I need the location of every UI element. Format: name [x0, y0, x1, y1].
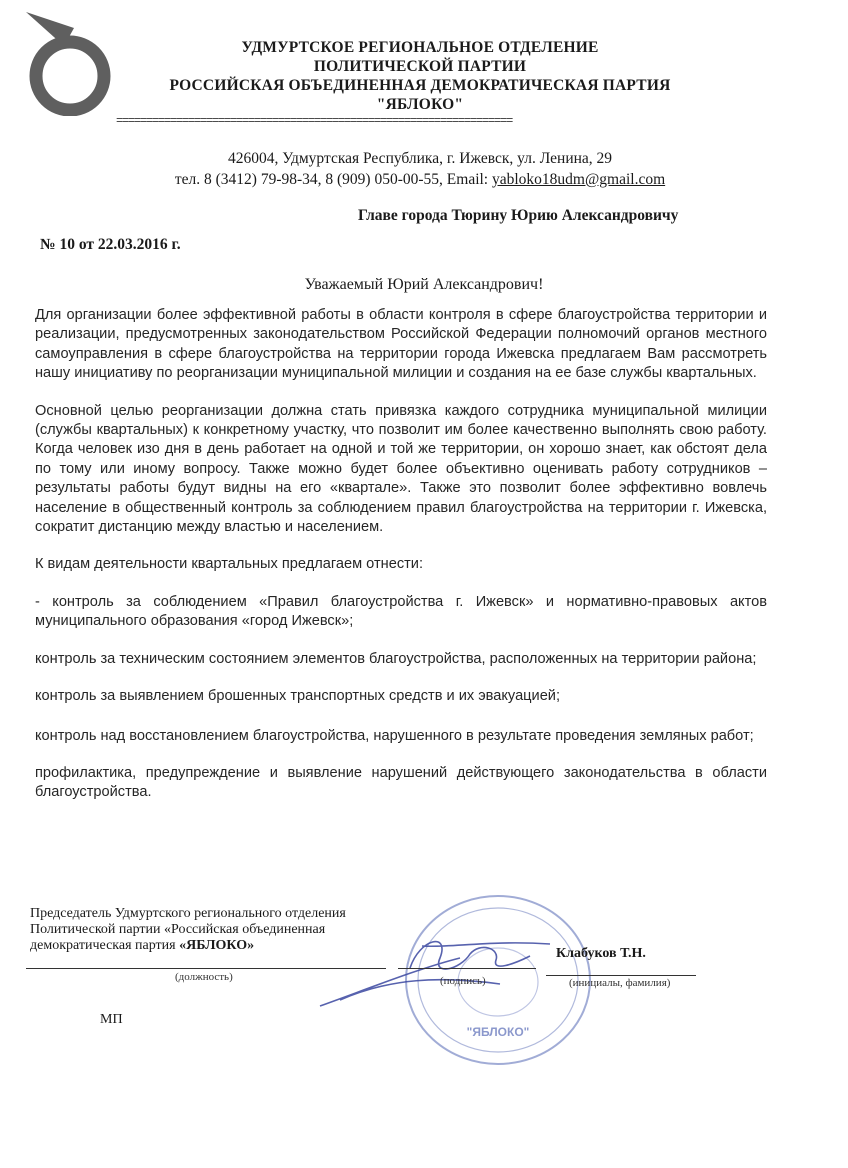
position-line	[30, 938, 390, 954]
greeting: Уважаемый Юрий Александрович!	[304, 276, 544, 293]
org-line: ПОЛИТИЧЕСКОЙ ПАРТИИ	[313, 58, 527, 75]
stamp-text: "ЯБЛОКО"	[466, 1025, 530, 1039]
seal-place-label: МП	[100, 1012, 123, 1027]
caption-position: (должность)	[175, 971, 233, 983]
position-line: Политической партии «Российская объединенная	[30, 922, 326, 937]
letter-body	[35, 306, 767, 821]
list-item: контроль над восстановлением благоустройства, нарушенного в результате проведения земляных работ;	[35, 727, 754, 744]
party-name: «ЯБЛОКО»	[179, 938, 255, 953]
list-item: - контроль за соблюдением «Правил благоустройства г. Ижевск» и нормативно-правовых актов муниципального образования «город Ижевск»;	[35, 593, 767, 630]
phone-line	[100, 169, 740, 190]
signer-name: Клабуков Т.Н.	[556, 946, 646, 961]
paragraph: К видам деятельности квартальных предлагаем отнести:	[35, 556, 424, 573]
document-number: № 10 от 22.03.2016 г.	[40, 236, 181, 253]
position-line-text: демократическая партия	[30, 938, 180, 953]
paragraph: Основной целью реорганизации должна стать привязка каждого сотрудника муниципальной милиции (службы квартальных) к конкретному участку, что позволит им более качественно выполнять свою работу. Когда человек изо дня в день работает на одной и той же территории, он хорошо знает, как обстоят дела по тому или иному вопросу. Также можно будет более объективно оценивать работу сотрудников – результаты работы будут видны на его «квартале». Также это позволит более эффективно вовлечь население в общественный контроль за соблюдением правил благоустройства на территории г. Ижевска, сократит дистанцию между властью и населением.	[35, 402, 767, 536]
caption-name: (инициалы, фамилия)	[569, 977, 671, 989]
org-line: "ЯБЛОКО"	[376, 96, 464, 113]
org-line: УДМУРТСКОЕ РЕГИОНАЛЬНОЕ ОТДЕЛЕНИЕ	[241, 39, 599, 56]
phone-text: тел. 8 (3412) 79-98-34, 8 (909) 050-00-55, Email:	[174, 171, 492, 188]
caption-sign: (подпись)	[440, 975, 486, 987]
list-item: контроль за выявлением брошенных транспортных средств и их эвакуацией;	[35, 688, 561, 705]
contact-block	[100, 148, 740, 190]
list-item: профилактика, предупреждение и выявление нарушений действующего законодательства в области благоустройства.	[35, 764, 767, 801]
organization-name	[120, 38, 720, 114]
addressee: Главе города Тюрину Юрию Александровичу	[358, 207, 679, 224]
list-item: контроль за техническим состоянием элементов благоустройства, расположенных на территории района;	[35, 650, 757, 667]
email-link[interactable]: yabloko18udm@gmail.com	[492, 171, 666, 188]
org-line: РОССИЙСКАЯ ОБЪЕДИНЕННАЯ ДЕМОКРАТИЧЕСКАЯ ПАРТИЯ	[169, 77, 671, 94]
position-line: Председатель Удмуртского регионального отделения	[30, 906, 346, 921]
postal-address: 426004, Удмуртская Республика, г. Ижевск, ул. Ленина, 29	[227, 150, 613, 167]
name-line-rule	[546, 975, 696, 976]
signer-position	[30, 906, 390, 954]
position-line-rule	[26, 968, 386, 969]
yabloko-logo-icon	[18, 6, 114, 116]
sign-line-rule	[398, 968, 536, 969]
header-rule: ==================================================================	[116, 114, 513, 128]
paragraph: Для организации более эффективной работы в области контроля в сфере благоустройства территории и реализации, предусмотренных законодательством Российской Федерации полномочий органов местного самоуправления в сфере благоустройства на территории города Ижевска предлагаем Вам рассмотреть нашу инициативу по реорганизации муниципальной милиции и создания на ее базе службы квартальных.	[35, 307, 767, 382]
